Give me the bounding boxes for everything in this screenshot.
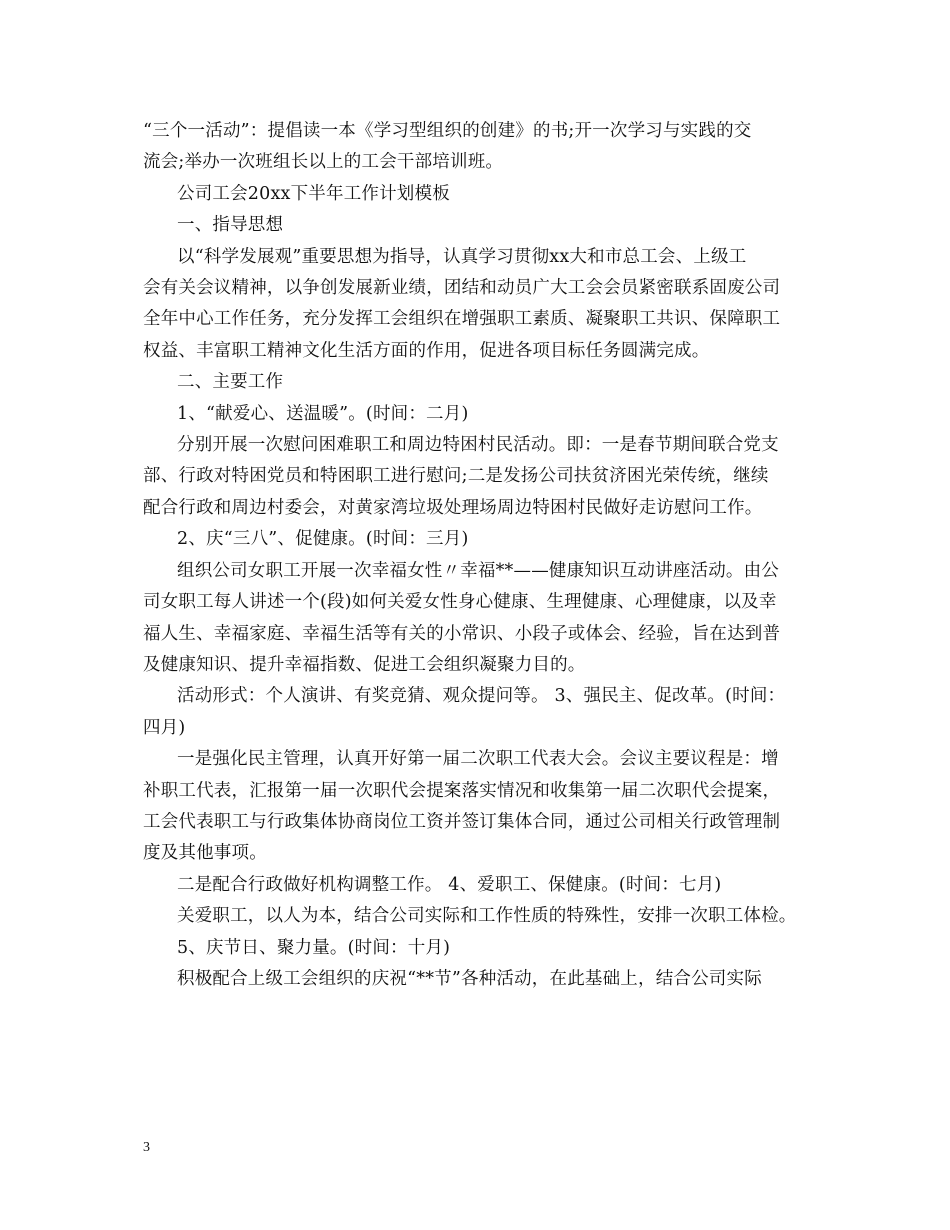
text-line: 关爱职工，以人为本，结合公司实际和工作性质的特殊性，安排一次职工体检。 [177, 906, 797, 927]
text-line: 全年中心工作任务，充分发挥工会组织在增强职工素质、凝聚职工共识、保障职工 [143, 309, 781, 330]
text-line: 分别开展一次慰问困难职工和周边特困村民活动。即：一是春节期间联合党支 [177, 435, 779, 456]
text-line: 四月) [143, 717, 186, 738]
text-line: “三个一活动”：提倡读一本《学习型组织的创建》的书;开一次学习与实践的交 [143, 121, 752, 141]
text-line: 福人生、幸福家庭、幸福生活等有关的小常识、小段子或体会、经验，旨在达到普 [143, 623, 781, 644]
text-line: 以“科学发展观”重要思想为指导，认真学习贯彻xx大和市总工会、上级工 [177, 246, 747, 267]
text-line: 流会;举办一次班组长以上的工会干部培训班。 [143, 152, 504, 173]
text-line: 组织公司女职工开展一次幸福女性〃幸福**——健康知识互动讲座活动。由公 [177, 560, 779, 581]
text-line: 及健康知识、提升幸福指数、促进工会组织凝聚力目的。 [143, 654, 586, 675]
text-line: 5、庆节日、聚力量。(时间：十月) [177, 937, 451, 958]
page-number: 3 [143, 1140, 150, 1155]
text-line: 配合行政和周边村委会，对黄家湾垃圾处理场周边特困村民做好走访慰问工作。 [143, 497, 763, 518]
text-line: 二、主要工作 [177, 372, 284, 393]
text-line: 活动形式：个人演讲、有奖竞猜、观众提问等。 3、强民主、促改革。(时间： [177, 686, 786, 707]
text-line: 会有关会议精神，以争创发展新业绩，团结和动员广大工会会员紧密联系固废公司 [143, 278, 781, 299]
text-line: 一是强化民主管理，认真开好第一届二次职工代表大会。会议主要议程是：增 [177, 749, 779, 770]
text-line: 度及其他事项。 [143, 843, 267, 864]
text-line: 权益、丰富职工精神文化生活方面的作用，促进各项目标任务圆满完成。 [143, 340, 710, 361]
document-body [143, 116, 823, 995]
text-line: 公司工会20xx下半年工作计划模板 [177, 183, 450, 204]
text-line: 2、庆“三八”、促健康。(时间：三月) [177, 529, 469, 550]
text-line: 工会代表职工与行政集体协商岗位工资并签订集体合同，通过公司相关行政管理制 [143, 811, 781, 832]
text-line: 司女职工每人讲述一个(段)如何关爱女性身心健康、生理健康、心理健康，以及幸 [143, 592, 777, 613]
text-line: 部、行政对特困党员和特困职工进行慰问;二是发扬公司扶贫济困光荣传统，继续 [143, 466, 769, 487]
text-line: 二是配合行政做好机构调整工作。 4、爱职工、保健康。(时间：七月) [177, 874, 722, 895]
text-line: 补职工代表，汇报第一届一次职代会提案落实情况和收集第一届二次职代会提案， [143, 780, 781, 801]
text-line: 积极配合上级工会组织的庆祝“**节”各种活动，在此基础上，结合公司实际 [177, 968, 762, 989]
text-line: 一、指导思想 [177, 215, 284, 236]
text-line: 1、“献爱心、送温暖”。(时间：二月) [177, 403, 469, 424]
